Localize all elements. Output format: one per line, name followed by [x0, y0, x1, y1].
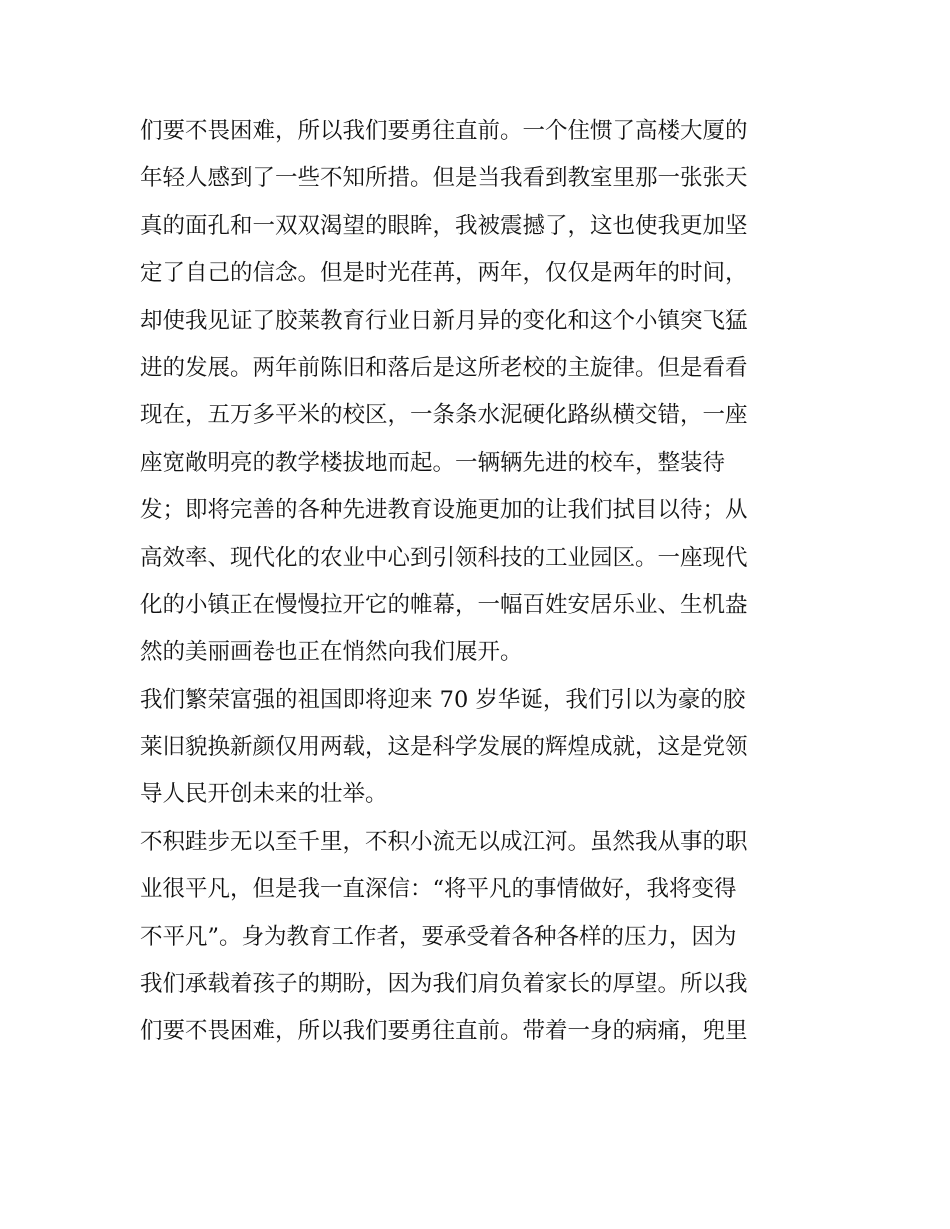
text-line: 们要不畏困难，所以我们要勇往直前。带着一身的病痛，兜里 — [140, 1018, 748, 1045]
text-line: 真的面孔和一双双渴望的眼眸，我被震撼了，这也使我更加坚 — [140, 212, 748, 239]
text-line: 定了自己的信念。但是时光荏苒，两年，仅仅是两年的时间， — [140, 260, 748, 287]
text-line: 座宽敞明亮的教学楼拔地而起。一辆辆先进的校车，整装待 — [140, 449, 726, 476]
text-line: 莱旧貌换新颜仅用两载，这是科学发展的辉煌成就，这是党领 — [140, 734, 748, 761]
text-line: 现在，五万多平米的校区，一条条水泥硬化路纵横交错，一座 — [140, 402, 748, 429]
text-line: 年轻人感到了一些不知所措。但是当我看到教室里那一张张天 — [140, 165, 748, 192]
text-line: 我们承载着孩子的期盼，因为我们肩负着家长的厚望。所以我 — [140, 971, 748, 998]
text-line: 高效率、现代化的农业中心到引领科技的工业园区。一座现代 — [140, 544, 748, 571]
text-line: 业很平凡，但是我一直深信：“将平凡的事情做好，我将变得 — [140, 876, 737, 903]
text-line: 不积跬步无以至千里，不积小流无以成江河。虽然我从事的职 — [140, 828, 748, 855]
text-line: 却使我见证了胶莱教育行业日新月异的变化和这个小镇突飞猛 — [140, 307, 748, 334]
text-line: 们要不畏困难，所以我们要勇往直前。一个住惯了高楼大厦的 — [140, 118, 748, 144]
document-body — [140, 108, 820, 1056]
text-line: 不平凡”。身为教育工作者，要承受着各种各样的压力，因为 — [140, 923, 737, 950]
text-line: 导人民开创未来的壮举。 — [140, 781, 388, 808]
text-line: 我们繁荣富强的祖国即将迎来 70 岁华诞，我们引以为豪的胶 — [140, 686, 746, 713]
text-line: 进的发展。两年前陈旧和落后是这所老校的主旋律。但是看看 — [140, 354, 748, 381]
text-line: 发；即将完善的各种先进教育设施更加的让我们拭目以待；从 — [140, 497, 748, 524]
text-line: 化的小镇正在慢慢拉开它的帷幕，一幅百姓安居乐业、生机盎 — [140, 591, 748, 618]
text-line: 然的美丽画卷也正在悄然向我们展开。 — [140, 639, 523, 666]
